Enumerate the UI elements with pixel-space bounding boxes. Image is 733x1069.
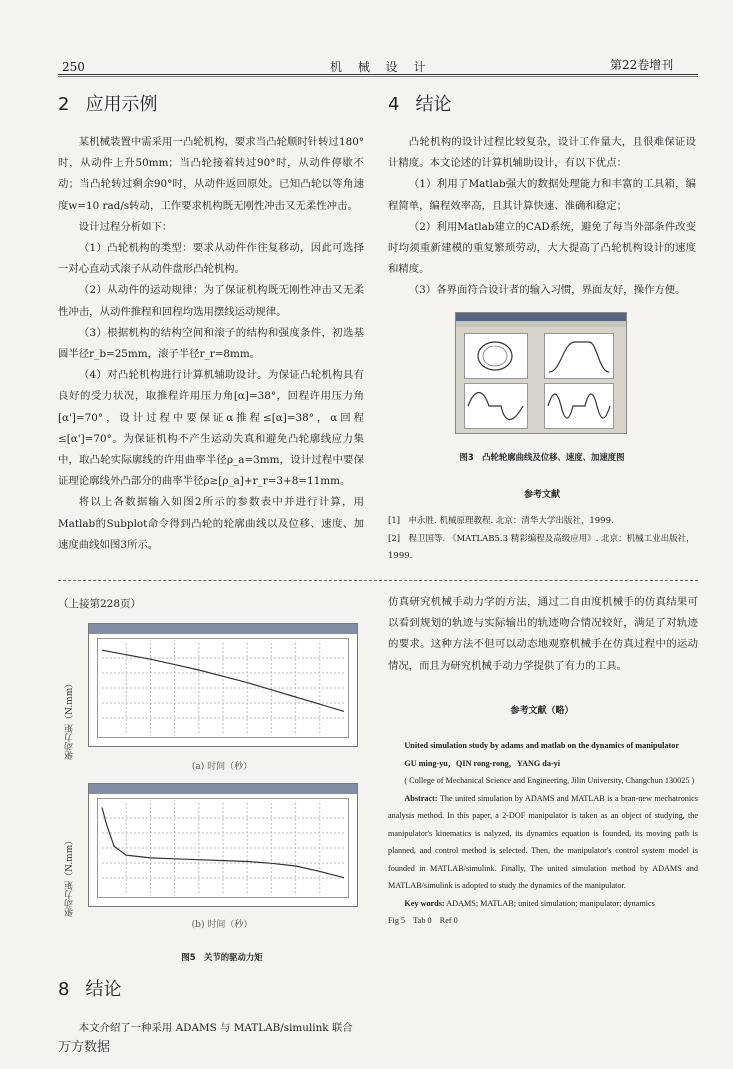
section-number: 4 xyxy=(388,94,400,115)
abstract-text: The united simulation by ADAMS and MATLAB is a bran-new mechatronics analysis method. In this paper, a 2-DOF manipulator is taken as an object of studying, the manipulator's kinematics is nalyzed, its dynamics equation is founded, its moving path is planned, and control method is selected. Then, the manipulator's control system model is founded in MATLAB/simulink. Finally, The united simulation method by ADAMS and MATLAB/simulink is adopted to study the dynamics of the manipulator. xyxy=(388,793,698,890)
window-menubar xyxy=(456,321,626,327)
chart-b-svg xyxy=(98,799,348,897)
english-authors: GU ming-yu，QIN rong-rong，YANG da-yi xyxy=(404,758,561,768)
paragraph: （1）利用了Matlab强大的数据处理能力和丰富的工具箱，编程简单，编程效率高，且其计算快速、准确和稳定； xyxy=(388,178,696,212)
paragraph: 设计过程分析如下： xyxy=(78,220,173,233)
chart-titlebar xyxy=(89,784,357,794)
paragraph: 凸轮机构的设计过程比较复杂，设计工作量大，且很难保证设计精度。本文论述的计算机辅助设计，有以下优点： xyxy=(388,136,696,170)
volume-label: 第22卷增刊 xyxy=(610,58,674,72)
keywords-label: Key words: xyxy=(404,898,445,908)
window-titlebar xyxy=(456,313,626,321)
header-rule-secondary xyxy=(58,76,698,77)
watermark: 万方数据 xyxy=(58,1040,111,1055)
torque-chart-a xyxy=(88,623,358,747)
abstract-label: Abstract: xyxy=(404,793,438,803)
page-number: 250 xyxy=(62,60,85,74)
continuation-paragraph xyxy=(388,592,698,677)
keywords-paragraph xyxy=(388,895,698,913)
y-axis-label: 驱动力矩（N.mm） xyxy=(65,678,75,760)
section-number: 2 xyxy=(58,94,70,115)
reference-item: [2] 程卫国等. 《MATLAB5.3 精彩编程及高级应用》. 北京：机械工业出版社，1999. xyxy=(388,534,695,561)
continuation-note: （上接第228页） xyxy=(58,598,142,610)
section-2-heading xyxy=(58,90,157,116)
chart-a-svg xyxy=(98,639,348,737)
paragraph: （3）根据机构的结构空间和滚子的结构和强度条件，初选基圆半径r_b=25mm，滚子半径r_r=8mm。 xyxy=(58,326,364,361)
acceleration-plot xyxy=(544,383,614,429)
cut-divider xyxy=(58,580,698,581)
section-title: 应用示例 xyxy=(85,94,158,115)
chart-plot-area xyxy=(97,638,349,738)
english-abstract-paragraph xyxy=(388,790,698,895)
english-affiliation: ( College of Mechanical Science and Engineering, Jilin University, Changchun 130025 ) xyxy=(404,776,695,785)
y-axis-label: 驱动力矩（N.mm） xyxy=(65,835,75,917)
paragraph: 将以上各数据输入如图2所示的参数表中并进行计算，用Matlab的Subplot命令得到凸轮的轮廓曲线以及位移、速度、加速度曲线如图3所示。 xyxy=(58,496,364,551)
references-title: 参考文献 xyxy=(523,490,560,500)
paragraph: （2）利用Matlab建立的CAD系统，避免了每当外部条件改变时均须重新建模的重复繁琐劳动，大大提高了凸轮机构设计的速度和精度。 xyxy=(388,220,696,276)
english-title: United simulation study by adams and matlab on the dynamics of manipulator xyxy=(404,741,679,750)
figure-3-image xyxy=(455,312,627,434)
journal-title: 机 械 设 计 xyxy=(330,60,432,74)
torque-chart-b xyxy=(88,783,358,907)
paragraph: （3）各界面符合设计者的输入习惯，界面友好，操作方便。 xyxy=(408,284,686,297)
header-rule xyxy=(58,74,698,75)
paragraph: （2）从动件的运动规律：为了保证机构既无刚性冲击又无柔性冲击，从动件推程和回程均选用摆线运动规律。 xyxy=(58,284,364,318)
section-8-text: 本文介绍了一种采用 ADAMS 与 MATLAB/simulink 联合 xyxy=(78,1022,353,1034)
chart-a-xlabel: (a) 时间（秒） xyxy=(191,762,253,772)
chart-titlebar xyxy=(89,624,357,634)
chart-plot-area xyxy=(97,798,349,898)
chart-b-xlabel: (b) 时间（秒） xyxy=(191,920,253,930)
section-4-heading xyxy=(388,90,451,116)
keywords-text: ADAMS; MATLAB; united simulation; manipulator; dynamics xyxy=(446,898,655,908)
reference-item: [1] 申永胜. 机械原理教程. 北京：清华大学出版社，1999. xyxy=(388,516,614,526)
paragraph: 仿真研究机械手动力学的方法，通过二自由度机械手的仿真结果可以看到规划的轨迹与实际输出的轨迹吻合情况较好，满足了对轨迹的要求。这种方法不但可以动态地观察机械手在仿真过程中的运动情况，而且为研究机械手动力学提供了有力的工具。 xyxy=(388,596,698,672)
cam-profile-plot xyxy=(464,333,528,379)
section-title: 结论 xyxy=(415,94,452,115)
section-4-body xyxy=(388,132,696,302)
section-8-heading xyxy=(58,975,121,1001)
references-omitted: 参考文献（略） xyxy=(510,706,574,716)
figure-3-caption: 图3 凸轮轮廓曲线及位移、速度、加速度图 xyxy=(459,452,625,462)
figure-5-caption: 图5 关节的驱动力矩 xyxy=(181,952,263,962)
section-2-body xyxy=(58,132,364,556)
displacement-plot xyxy=(544,333,614,379)
paragraph: （1）凸轮机构的类型：要求从动件作往复移动，因此可选择一对心直动式滚子从动件盘形凸轮机构。 xyxy=(58,242,364,276)
fig-tab-ref-counts: Fig 5 Tab 0 Ref 0 xyxy=(388,916,458,925)
paragraph: （4）对凸轮机构进行计算机辅助设计。为保证凸轮机构具有良好的受力状况，取推程许用压力角[α]=38°，回程许用压力角[α']=70°，设计过程中要保证α推程≤[α]=38°，α回程≤[α']=70°。为保证机构不产生运动失真和避免凸轮廓线应力集中，取凸轮实际廓线的许用曲率半径ρ_a=3mm，设计过程中要保证理论廓线外凸部分的曲率半径ρ≥[ρ_a]+r_r=3+8=11mm。 xyxy=(58,369,364,488)
velocity-plot xyxy=(464,383,528,429)
paragraph: 某机械装置中需采用一凸轮机构，要求当凸轮顺时针转过180°时，从动件上升50mm；当凸轮接着转过90°时，从动件停歇不动；当凸轮转过剩余90°时，从动件返回原处。已知凸轮以等角速度w=10 rad/s转动，工作要求机构既无刚性冲击又无柔性冲击。 xyxy=(58,136,364,212)
english-abstract xyxy=(388,737,698,930)
section-title: 结论 xyxy=(85,979,122,1000)
section-number: 8 xyxy=(58,979,70,1000)
